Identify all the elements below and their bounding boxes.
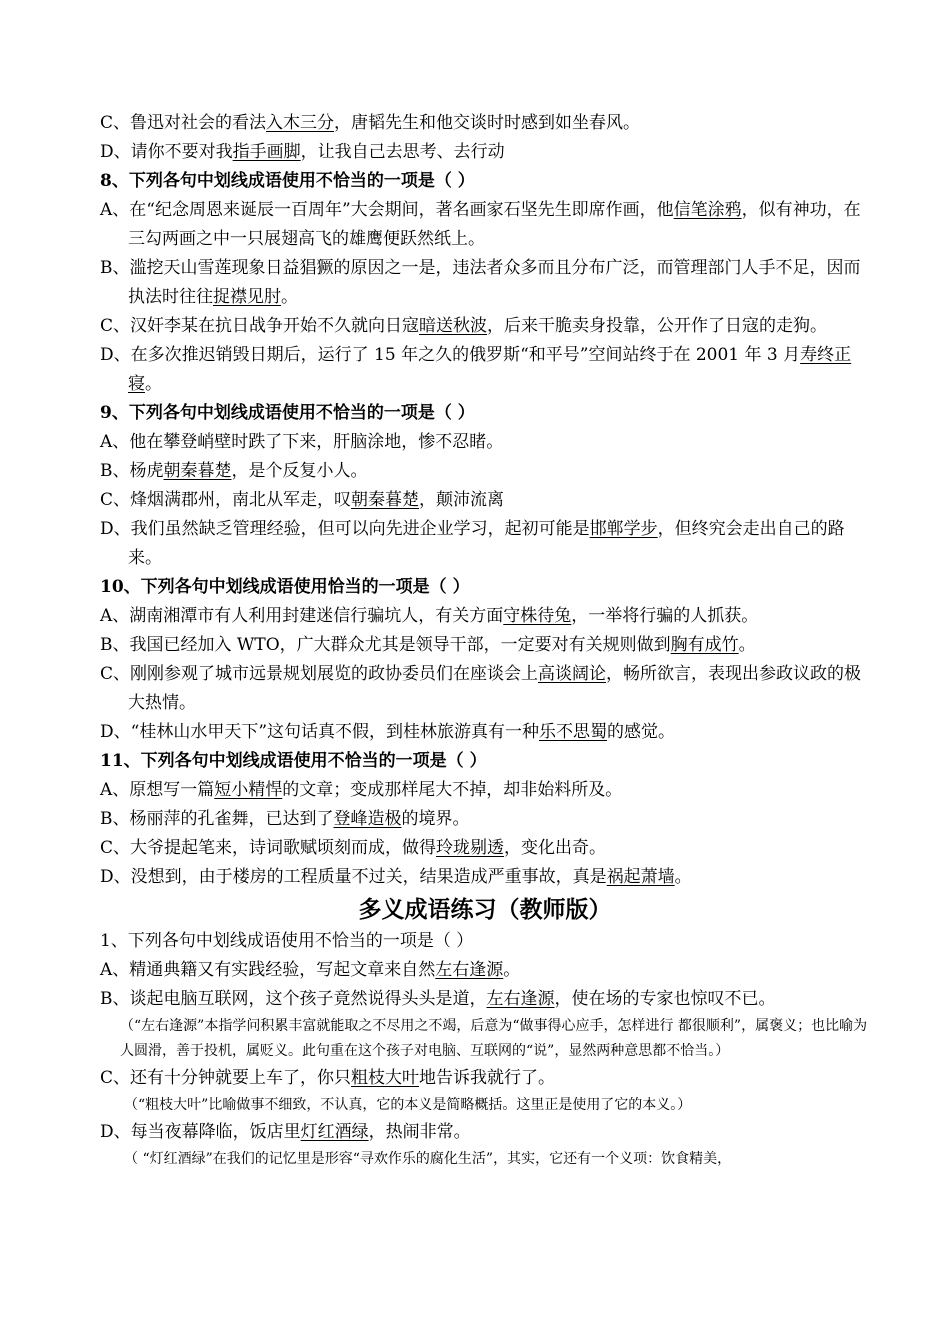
underlined-idiom: 守株待兔 [503,606,572,626]
line-text: 9、下列各句中划线成语使用不恰当的一项是（ ） [100,403,475,423]
option-line [100,660,870,718]
underlined-idiom: 祸起萧墙 [606,867,675,887]
underlined-idiom: 邯郸学步 [589,519,658,539]
underlined-idiom: 左右逢源 [486,989,555,1009]
line-text: ，后来干脆卖身投靠，公开作了日寇的走狗。 [487,316,828,336]
option-line [100,1118,870,1147]
line-text: B、杨丽萍的孔雀舞，已达到了 [100,809,334,829]
question-line [100,747,870,776]
option-line [100,341,870,399]
option-line [100,312,870,341]
section-title [100,893,870,927]
line-text: B、滥挖天山雪莲现象日益猖獗的原因之一是，违法者众多而且分布广泛，而管理部门人手不足，因而执法时往往 [100,258,861,307]
line-text: ，但终究会走出自己的路来。 [128,519,845,568]
option-line [100,631,870,660]
line-text: 。 [674,867,692,887]
line-text: ，唐韬先生和他交谈时时感到如坐春风。 [334,113,641,133]
option-line [100,486,870,515]
line-text: （“左右逢源”本指学问积累丰富就能取之不尽用之不竭，后意为“做事得心应手，怎样进行 都很顺利”，属褒义；也比喻为人圆滑，善于投机，属贬义。此句重在这个孩子对电脑、互联网的“说”，显然两种意思都不恰当。） [120,1018,868,1059]
line-text: 1、下列各句中划线成语使用不恰当的一项是（ ） [100,931,474,951]
line-text: 的境界。 [401,809,470,829]
underlined-idiom: 短小精悍 [214,780,283,800]
option-line [100,515,870,573]
line-text: A、他在攀登峭壁时跌了下来，肝脑涂地，惨不忍睹。 [100,432,504,452]
underlined-idiom: 入木三分 [266,113,335,133]
line-text: A、湖南湘潭市有人利用封建迷信行骗坑人，有关方面 [100,606,504,626]
line-text: C、烽烟满郡州，南北从军走，叹 [100,490,352,510]
line-text: B、我国已经加入 WTO，广大群众尤其是领导干部，一定要对有关规则做到 [100,635,671,655]
line-text: B、杨虎 [100,461,164,481]
option-line [100,956,870,985]
line-text: 。 [145,374,162,394]
line-text: ，似有神功，在三勾两画之中一只展翅高飞的雄鹰便跃然纸上。 [128,200,861,249]
line-text: C、刚刚参观了城市远景规划展览的政协委员们在座谈会上 [100,664,539,684]
line-text: D、请你不要对我 [100,142,233,162]
option-line [100,985,870,1014]
option-line [100,138,870,167]
underlined-idiom: 左右逢源 [435,960,504,980]
underlined-idiom: 信笔涂鸦 [673,200,742,220]
explanation-note [100,1014,870,1064]
line-text: C、鲁迅对社会的看法 [100,113,267,133]
line-text: 的文章；变成那样尾大不掉，却非始料所及。 [282,780,623,800]
question-line [100,167,870,196]
question-line [100,399,870,428]
underlined-idiom: 指手画脚 [232,142,301,162]
line-text: D、每当夜幕降临，饭店里 [100,1122,301,1142]
line-text: ，一举将行骗的人抓获。 [571,606,759,626]
underlined-idiom: 朝秦暮楚 [163,461,232,481]
line-text: （ “灯红酒绿”在我们的记忆里是形容“寻欢作乐的腐化生活”，其实，它还有一个义项：饮食精美， [124,1151,732,1167]
underlined-idiom: 胸有成竹 [670,635,739,655]
underlined-idiom: 寿终正寝 [128,345,852,394]
line-text: C、还有十分钟就要上车了，你只 [100,1068,352,1088]
line-text: C、大爷提起笔来，诗词歌赋顷刻而成，做得 [100,838,437,858]
line-text: ，热闹非常。 [368,1122,471,1142]
line-text: D、在多次推迟销毁日期后，运行了 15 年之久的俄罗斯“和平号”空间站终于在 2001 年 3 月 [100,345,801,365]
option-line [100,254,870,312]
line-text: ，是个反复小人。 [231,461,368,481]
line-text: ，颠沛流离 [419,490,505,510]
underlined-idiom: 捉襟见肘 [213,287,281,307]
line-text: 11、下列各句中划线成语使用不恰当的一项是（ ） [100,751,487,771]
line-text: A、精通典籍又有实践经验，写起文章来自然 [100,960,436,980]
line-text: A、在“纪念周恩来诞辰一百周年”大会期间，著名画家石坚先生即席作画，他 [100,200,674,220]
line-text: A、原想写一篇 [100,780,215,800]
line-text: 。 [738,635,756,655]
line-text: ，让我自己去思考、去行动 [300,142,505,162]
underlined-idiom: 朝秦暮楚 [351,490,420,510]
option-line [100,863,870,892]
line-text: ，变化出奇。 [504,838,607,858]
option-line [100,1064,870,1093]
line-text: D、“桂林山水甲天下”这句话真不假，到桂林旅游真有一种 [100,722,540,742]
option-line [100,805,870,834]
line-text: 地告诉我就行了。 [419,1068,556,1088]
line-text: ，使在场的专家也惊叹不已。 [554,989,776,1009]
line-text: 10、下列各句中划线成语使用恰当的一项是（ ） [100,577,470,597]
line-text: 。 [281,287,298,307]
underlined-idiom: 玲珑剔透 [436,838,505,858]
line-text: ，畅所欲言，表现出参政议政的极大热情。 [128,664,862,713]
line-text: 。 [503,960,521,980]
question-line [100,573,870,602]
option-line [100,718,870,747]
explanation-note [100,1147,870,1172]
line-text: B、谈起电脑互联网，这个孩子竟然说得头头是道， [100,989,487,1009]
line-text: 8、下列各句中划线成语使用不恰当的一项是（ ） [100,171,475,191]
option-line [100,196,870,254]
underlined-idiom: 乐不思蜀 [539,722,608,742]
underlined-idiom: 粗枝大叶 [351,1068,420,1088]
question-line [100,927,870,956]
option-line [100,776,870,805]
explanation-note [100,1093,870,1118]
line-text: 的感觉。 [607,722,676,742]
line-text: D、我们虽然缺乏管理经验，但可以向先进企业学习，起初可能是 [100,519,590,539]
option-line [100,109,870,138]
underlined-idiom: 暗送秋波 [419,316,488,336]
option-line [100,602,870,631]
option-line [100,457,870,486]
line-text: 多义成语练习（教师版） [358,896,612,923]
underlined-idiom: 高谈阔论 [538,664,607,684]
line-text: C、汉奸李某在抗日战争开始不久就向日寇 [100,316,420,336]
option-line [100,428,870,457]
line-text: （“粗枝大叶”比喻做事不细致，不认真，它的本义是简略概括。这里正是使用了它的本义。） [124,1097,692,1113]
underlined-idiom: 灯红酒绿 [300,1122,369,1142]
underlined-idiom: 登峰造极 [333,809,402,829]
option-line [100,834,870,863]
line-text: D、没想到，由于楼房的工程质量不过关，结果造成严重事故，真是 [100,867,607,887]
